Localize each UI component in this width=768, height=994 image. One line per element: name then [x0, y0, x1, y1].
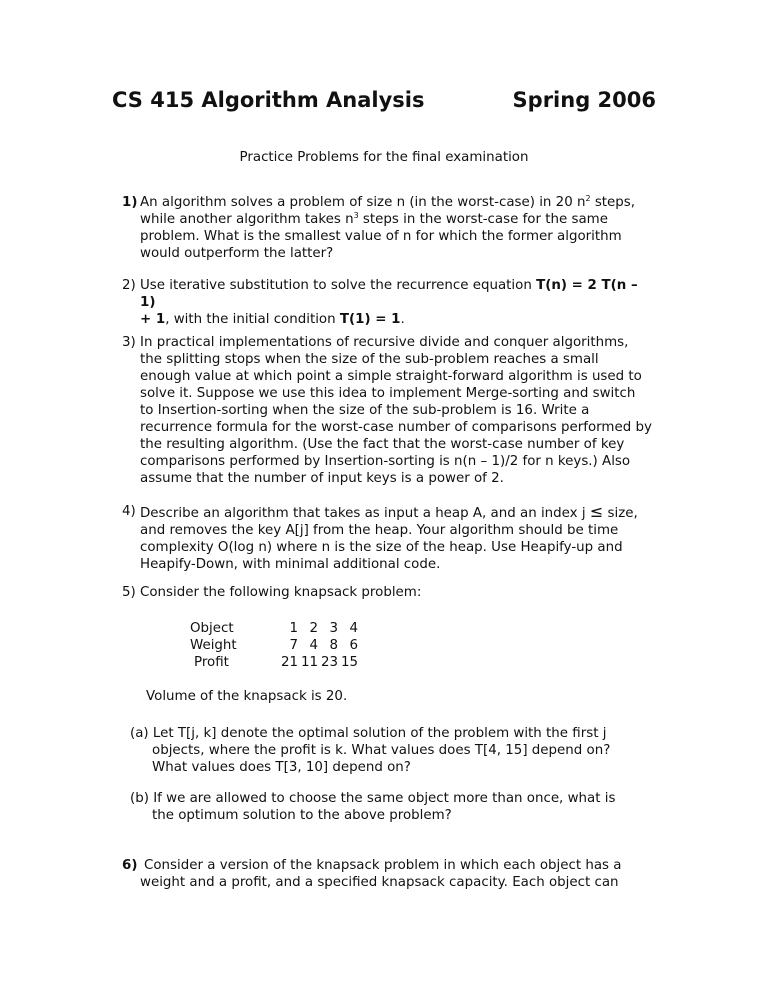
table-row: Profit 21 11 23 15 [190, 654, 358, 671]
document-header [112, 88, 656, 118]
problem-text [122, 194, 652, 262]
row-label: Weight [190, 638, 237, 653]
course-title: CS 415 Algorithm Analysis [112, 88, 425, 112]
problem-6 [122, 857, 652, 891]
problem-5 [122, 584, 652, 601]
text-line: problem. What is the smallest value of n for which the former algorithm [140, 229, 622, 244]
leq-symbol: ≤ [589, 502, 604, 521]
row-label: Profit [194, 655, 229, 670]
recurrence-equation: T(n) = 2 T(n – 1) [140, 278, 638, 310]
problem-text: In practical implementations of recursive divide and conquer algorithms, the splitting stops when the size of the sub-problem reaches a small enough value at which point a simple straight-forward algorithm is used to solve it. Suppose we use this idea to implement Merge-sorting and switch to Insertion-sorting when the size of the sub-problem is 16. Write a recurrence formula for the worst-case number of comparisons performed by the resulting algorithm. (Use the fact that the worst-case number of key comparisons performed by Insertion-sorting is n(n – 1)/2 for n keys.) Also assume that the number of input keys is a power of 2. [140, 335, 652, 486]
text-line: An algorithm solves a problem of size n (in the worst-case) in 20 $n^2$ steps, [140, 194, 636, 210]
problem-text: Consider the following knapsack problem: [140, 585, 422, 600]
problem-number: 2) [122, 278, 136, 293]
problem-2 [122, 277, 652, 328]
problem-number: 1) [122, 195, 138, 210]
document-subtitle: Practice Problems for the final examination [239, 150, 529, 165]
term-label: Spring 2006 [512, 88, 656, 112]
problem-4 [122, 503, 652, 573]
problem-5-part-a: (a) Let T[j, k] denote the optimal solution of the problem with the first j objects, where the profit is k. What values does T[4, 15] depend on? What values does T[3, 10] depend on? [130, 726, 611, 775]
text-line: while another algorithm takes $n^3$ steps in the worst-case for the same [140, 211, 608, 227]
problem-3 [122, 334, 652, 487]
table-row: Weight 7 4 8 6 [190, 638, 358, 653]
table-row: Object 1 2 3 4 [190, 621, 358, 636]
initial-condition: T(1) = 1 [339, 312, 401, 327]
problem-number: 6) [122, 858, 138, 873]
problem-1 [122, 194, 652, 262]
knapsack-table [190, 620, 358, 671]
problem-number: 5) [122, 585, 136, 600]
problem-text: Describe an algorithm that takes as input a heap A, and an index j ≤ size, and removes the key A[j] from the heap. Your algorithm should be time complexity O(log n) where n is the size of the heap. Use Heapify-up and Heapify-Down, with minimal additional code. [140, 502, 638, 572]
knapsack-volume: Volume of the knapsack is 20. [146, 689, 348, 704]
text-line: would outperform the latter? [140, 246, 334, 261]
problem-number: 4) [122, 504, 136, 519]
row-label: Object [190, 621, 234, 636]
problem-text: Consider a version of the knapsack problem in which each object has a weight and a profit, and a specified knapsack capacity. Each object can [140, 858, 622, 890]
problem-number: 3) [122, 335, 136, 350]
problem-text: Use iterative substitution to solve the recurrence equation T(n) = 2 T(n – 1) + 1, with the initial condition T(1) = 1. [140, 278, 638, 327]
problem-5-part-b: (b) If we are allowed to choose the same object more than once, what is the optimum solution to the above problem? [130, 791, 616, 823]
